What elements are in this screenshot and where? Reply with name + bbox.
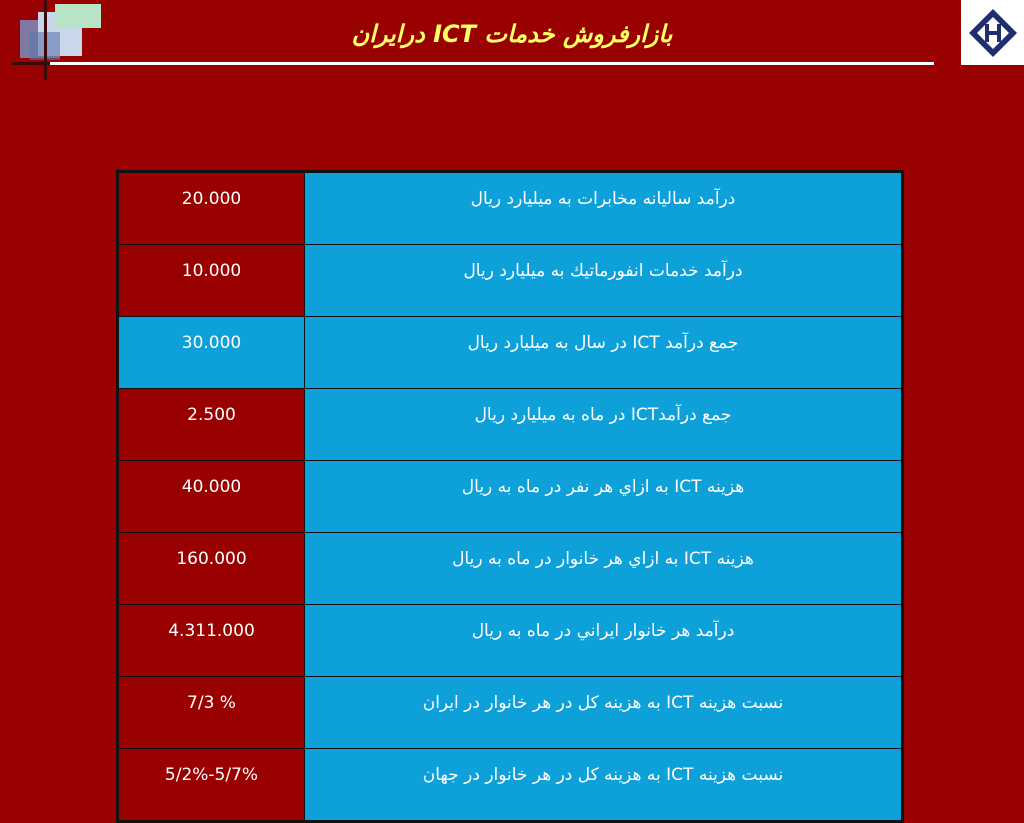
value-cell: 30.000	[118, 317, 305, 389]
label-cell: نسبت هزينه ICT به هزينه كل در هر خانوار در ايران	[305, 677, 903, 749]
label-cell: هزينه ICT به ازاي هر خانوار در ماه به ريال	[305, 533, 903, 605]
label-cell: درآمد ساليانه مخابرات به ميليارد ريال	[305, 172, 903, 245]
table-row	[118, 245, 903, 317]
table-row	[118, 749, 903, 822]
value-cell: 2.500	[118, 389, 305, 461]
table-row	[118, 677, 903, 749]
value-cell: 10.000	[118, 245, 305, 317]
table-row	[118, 389, 903, 461]
value-cell: 4.311.000	[118, 605, 305, 677]
value-cell: 5/2%-5/7%	[118, 749, 305, 822]
table-row	[118, 605, 903, 677]
ict-market-table	[116, 170, 904, 823]
decor-square	[55, 4, 101, 28]
decor-line	[12, 62, 52, 65]
page-title: بازارفروش خدمات ICT درایران	[351, 20, 673, 48]
table-row	[118, 172, 903, 245]
label-cell: نسبت هزينه ICT به هزينه كل در هر خانوار در جهان	[305, 749, 903, 822]
label-cell: درآمد خدمات انفورماتيك به ميليارد ريال	[305, 245, 903, 317]
hexagon-h-logo-icon	[967, 7, 1019, 59]
table-row	[118, 533, 903, 605]
value-cell: 7/3 %	[118, 677, 305, 749]
table-row	[118, 317, 903, 389]
title-underline	[50, 62, 934, 65]
label-cell: جمع درآمدICT در ماه به ميليارد ريال	[305, 389, 903, 461]
label-cell: جمع درآمد ICT در سال به ميليارد ريال	[305, 317, 903, 389]
logo	[961, 0, 1024, 65]
label-cell: درآمد هر خانوار ايراني در ماه به ريال	[305, 605, 903, 677]
decor-vertical-line	[44, 0, 47, 80]
value-cell: 160.000	[118, 533, 305, 605]
value-cell: 20.000	[118, 172, 305, 245]
value-cell: 40.000	[118, 461, 305, 533]
table-row	[118, 461, 903, 533]
label-cell: هزينه ICT به ازاي هر نفر در ماه به ريال	[305, 461, 903, 533]
